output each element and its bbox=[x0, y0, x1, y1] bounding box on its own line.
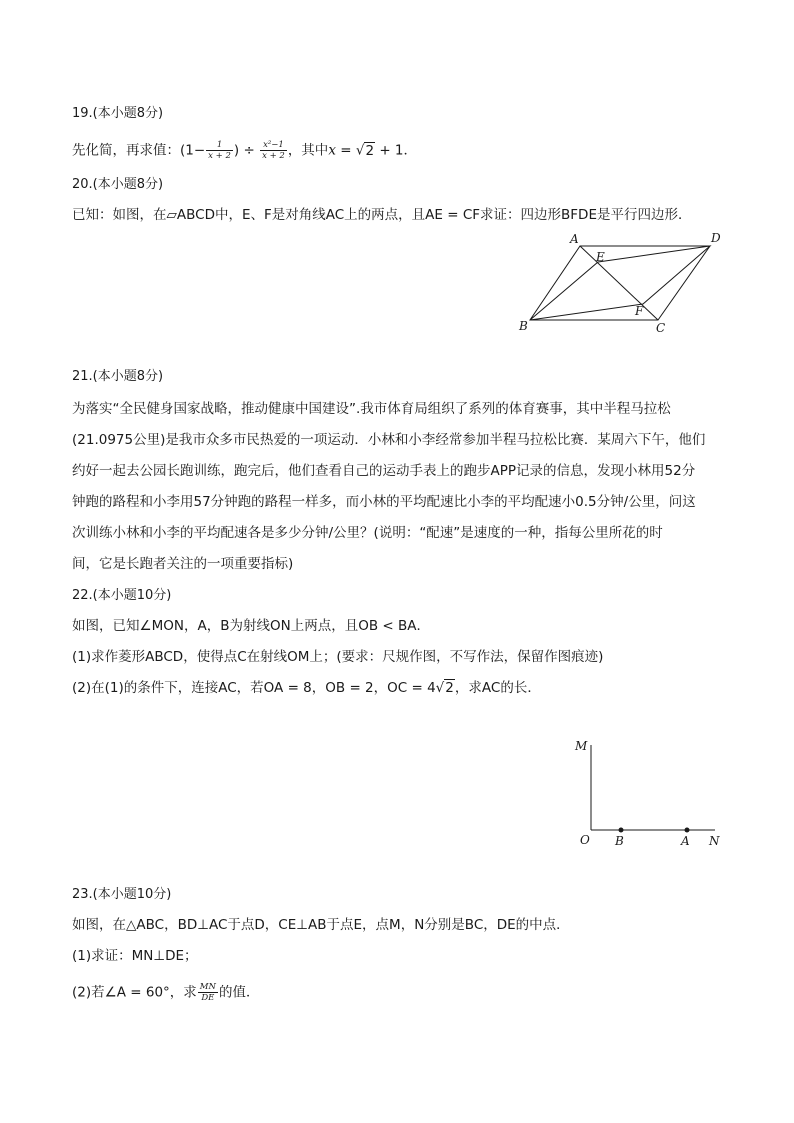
q20-parallelogram-figure bbox=[510, 228, 740, 340]
q21-line-1: 为落实“全民健身国家战略，推动健康中国建设”.我市体育局组织了系列的体育赛事，其中半程马拉松 bbox=[72, 401, 671, 417]
q20-label-e: E bbox=[596, 250, 605, 264]
q22-label-o: O bbox=[580, 833, 590, 847]
q20-outline bbox=[530, 246, 710, 320]
q20-label-f: F bbox=[635, 304, 644, 318]
q21-line-2: (21.0975公里)是我市众多市民热爱的一项运动．小林和小李经常参加半程马拉松比赛．某周六下午，他们 bbox=[72, 432, 706, 448]
q19-var: x bbox=[328, 142, 336, 159]
q22-label-b: B bbox=[615, 834, 624, 848]
q21-line-4: 钟跑的路程和小李用57分钟跑的路程一样多，而小林的平均配速比小李的平均配速小0.5分钟/公里，问这 bbox=[72, 494, 696, 510]
q21-line-3: 约好一起去公园长跑训练，跑完后，他们查看自己的运动手表上的跑步APP记录的信息，发现小林用52分 bbox=[72, 463, 696, 479]
q20-header: 20.(本小题8分) bbox=[72, 177, 164, 192]
q19-prefix: 先化简，再求值：(1− bbox=[72, 142, 206, 159]
q23-part2: (2)若∠A = 60°，求 $\frac{MN}{DE}$ 的值． bbox=[72, 982, 260, 1003]
q23-part1: (1)求证：MN⊥DE； bbox=[72, 948, 198, 964]
q22-point-b bbox=[619, 828, 624, 833]
q19-expression bbox=[72, 140, 417, 161]
q21-line-6: 间，它是长跑者关注的一项重要指标) bbox=[72, 556, 294, 572]
q19-fraction-1: $\frac{1}{x + 2}$ bbox=[208, 140, 231, 161]
q22-point-a bbox=[685, 828, 690, 833]
q21-header: 21.(本小题8分) bbox=[72, 369, 164, 384]
q22-label-m: M bbox=[575, 739, 588, 753]
q20-label-d: D bbox=[711, 231, 721, 245]
q20-text: 已知：如图，在▱ABCD中，E、F是对角线AC上的两点，且AE = CF求证：四边形BFDE是平行四边形． bbox=[72, 207, 692, 223]
q20-diagonal-ac bbox=[580, 246, 658, 320]
q21-line-5: 次训练小林和小李的平均配速各是多少分钟/公里？(说明：“配速”是速度的一种，指每公里所花的时 bbox=[72, 525, 663, 541]
q23-text: 如图，在△ABC，BD⊥AC于点D，CE⊥AB于点E，点M，N分别是BC，DE的中点． bbox=[72, 917, 570, 933]
q20-label-a: A bbox=[570, 232, 579, 246]
q22-part2: (2)在(1)的条件下，连接AC，若OA = 8，OB = 2，OC = 4√2，求AC的长． bbox=[72, 680, 541, 696]
q22-label-a: A bbox=[681, 834, 690, 848]
q22-text: 如图，已知∠MON，A，B为射线ON上两点，且OB < BA． bbox=[72, 618, 430, 634]
q20-quad-bfde bbox=[530, 246, 710, 320]
q19-mid: ，其中 bbox=[287, 142, 329, 159]
q20-label-c: C bbox=[656, 321, 666, 335]
q19-tail: + 1． bbox=[375, 142, 418, 159]
q19-divide: ) ÷ bbox=[233, 142, 260, 159]
q19-eq: = √ bbox=[335, 142, 365, 159]
q22-header: 22.(本小题10分) bbox=[72, 588, 172, 603]
q19-fraction-2: $\frac{\text{x²−1}}{x + 2}$ bbox=[262, 140, 285, 161]
q22-label-n: N bbox=[709, 834, 720, 848]
q23-header: 23.(本小题10分) bbox=[72, 887, 172, 902]
q19-header: 19.(本小题8分) bbox=[72, 106, 164, 121]
q20-label-b: B bbox=[519, 319, 528, 333]
q23-fraction: $\frac{MN}{DE}$ bbox=[199, 982, 216, 1003]
q22-part1: (1)求作菱形ABCD，使得点C在射线OM上；(要求：尺规作图，不写作法，保留作图痕迹) bbox=[72, 649, 604, 665]
q22-angle-figure bbox=[570, 735, 730, 855]
q19-radicand: 2 bbox=[365, 142, 375, 159]
